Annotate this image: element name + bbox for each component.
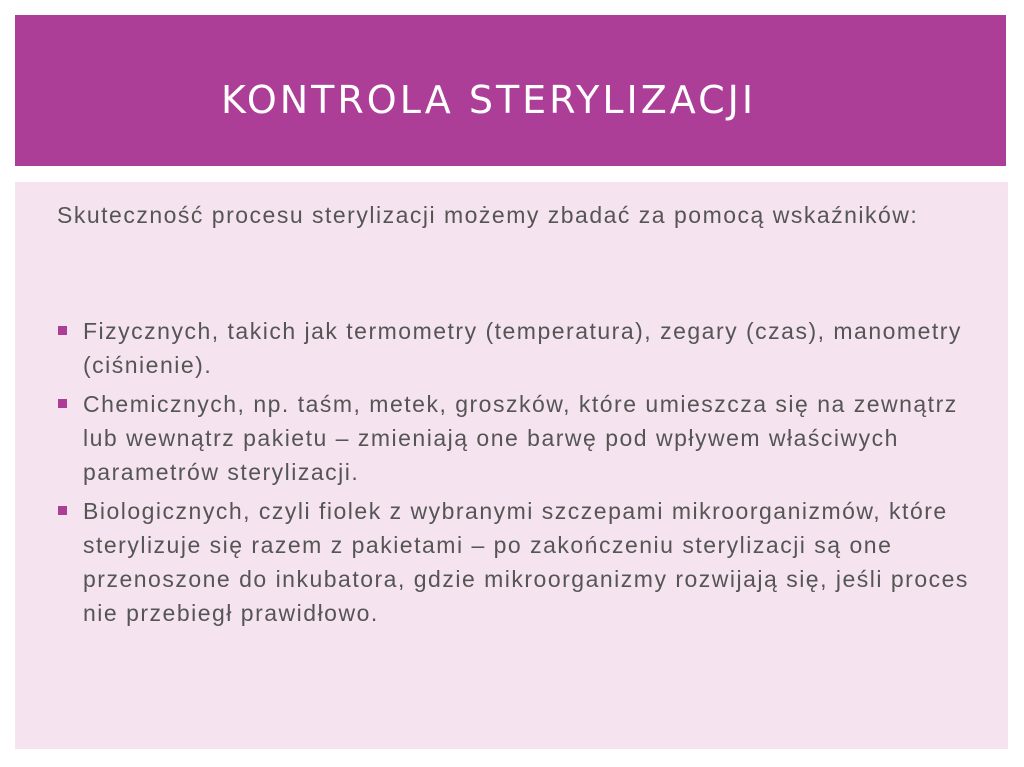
square-bullet-icon	[58, 506, 67, 515]
list-item	[57, 387, 977, 489]
bullet-list	[57, 314, 977, 635]
square-bullet-icon	[58, 399, 67, 408]
bullet-text-chemical: Chemicznych, np. taśm, metek, groszków, które umieszcza się na zewnątrz lub wewnątrz pakietu – zmieniają one barwę pod wpływem właściwych parametrów sterylizacji.	[83, 391, 958, 485]
bullet-text-physical: Fizycznych, takich jak termometry (temperatura), zegary (czas), manometry (ciśnienie).	[83, 318, 962, 378]
slide-title: KONTROLA STERYLIZACJI	[221, 78, 757, 122]
list-item	[57, 314, 977, 382]
bullet-text-biological: Biologicznych, czyli fiolek z wybranymi szczepami mikroorganizmów, które sterylizuje się razem z pakietami – po zakończeniu sterylizacji są one przenoszone do inkubatora, gdzie mikroorganizmy rozwijają się, jeśli proces nie przebiegł prawidłowo.	[83, 498, 969, 626]
intro-text: Skuteczność procesu sterylizacji możemy zbadać za pomocą wskaźników:	[57, 202, 919, 228]
list-item	[57, 494, 977, 630]
square-bullet-icon	[58, 326, 67, 335]
